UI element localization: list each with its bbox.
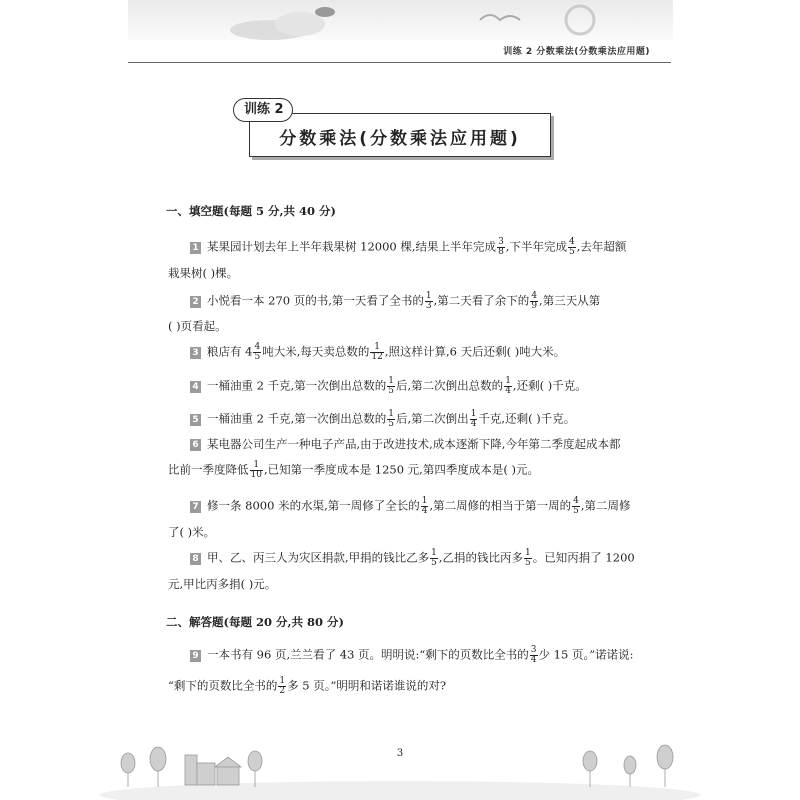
question-number: 8 (190, 553, 201, 565)
question-text: 后,第二次倒出总数的 (396, 378, 504, 393)
question-number: 4 (190, 381, 201, 393)
question-text: 小悦看一本 270 页的书,第一天看了全书的 (207, 293, 424, 308)
fraction: $\frac{1}{2}$ (279, 676, 286, 696)
question-7 (168, 497, 631, 516)
question-text: 少 15 页。”诺诺说: (538, 647, 634, 662)
question-text: ,乙捐的钱比丙多 (438, 550, 524, 565)
question-9 (168, 646, 633, 665)
title-box (249, 113, 551, 157)
fraction: $\frac{1}{12}$ (371, 342, 383, 362)
question-9-line-2 (168, 677, 446, 696)
fraction: $\frac{1}{4}$ (505, 376, 511, 396)
question-text: 修一条 8000 米的水渠,第一周修了全长的 (207, 498, 420, 513)
question-text: 一桶油重 2 千克,第一次倒出总数的 (207, 378, 387, 393)
question-text: ,第二周修 (580, 498, 631, 513)
question-text: 粮店有 4 (207, 344, 253, 359)
section-title-solve: 二、解答题(每题 20 分,共 80 分) (166, 615, 344, 629)
question-text: 某电器公司生产一种电子产品,由于改进技术,成本逐渐下降,今年第二季度起成本都 (207, 437, 621, 451)
fraction: $\frac{4}{5}$ (573, 496, 579, 516)
question-5 (168, 410, 575, 429)
question-text: 甲、乙、丙三人为灾区捐款,甲捐的钱比乙多 (207, 550, 430, 565)
question-text: 一桶油重 2 千克,第一次倒出总数的 (207, 411, 387, 426)
fraction: $\frac{4}{9}$ (531, 291, 538, 311)
question-number: 9 (190, 650, 201, 662)
question-text: 多 5 页。”明明和诺诺谁说的对? (287, 678, 447, 693)
fraction: $\frac{4}{5}$ (568, 237, 575, 257)
fraction: $\frac{1}{10}$ (250, 460, 262, 480)
fraction: $\frac{1}{3}$ (425, 291, 432, 311)
question-text: ,第二周修的相当于第一周的 (429, 498, 572, 513)
question-text: ,已知第一季度成本是 1250 元,第四季度成本是( )元。 (263, 462, 539, 477)
question-1 (168, 238, 626, 257)
question-6-line-2 (168, 461, 539, 480)
section-title-fill-in: 一、填空题(每题 5 分,共 40 分) (166, 204, 336, 218)
question-2 (168, 292, 600, 311)
question-text: ,第三天从第 (539, 293, 601, 308)
question-text: ,去年超额 (576, 239, 627, 254)
header-rule (128, 62, 671, 63)
question-3 (168, 343, 565, 362)
question-text: ,照这样计算,6 天后还剩( )吨大米。 (384, 344, 566, 359)
fraction: $\frac{3}{8}$ (498, 237, 504, 257)
question-text: 后,第二次倒出 (396, 411, 469, 426)
question-text: ,第二天看了余下的 (433, 293, 530, 308)
page-number: 3 (396, 748, 404, 759)
fraction: $\frac{1}{4}$ (421, 496, 428, 516)
fraction: $\frac{1}{4}$ (470, 409, 477, 429)
question-text: “剩下的页数比全书的 (168, 678, 278, 693)
fraction: $\frac{1}{5}$ (431, 548, 437, 568)
question-1-line-2: 栽果树( )棵。 (168, 266, 239, 280)
fraction: $\frac{1}{5}$ (525, 548, 531, 568)
question-7-line-2: 了( )米。 (168, 525, 216, 539)
question-number: 5 (190, 414, 201, 426)
question-text: ,下半年完成 (505, 239, 567, 254)
fraction: $\frac{3}{4}$ (530, 645, 537, 665)
question-text: 一本书有 96 页,兰兰看了 43 页。明明说:“剩下的页数比全书的 (207, 647, 529, 662)
question-2-line-2: ( )页看起。 (168, 319, 227, 333)
question-text: 。已知丙捐了 1200 (532, 550, 635, 565)
question-number: 6 (190, 439, 201, 451)
question-number: 3 (190, 347, 201, 359)
fraction: $\frac{1}{5}$ (388, 376, 395, 396)
question-text: 比前一季度降低 (168, 462, 249, 477)
landscape-illustration (100, 735, 700, 800)
question-number: 7 (190, 501, 201, 513)
question-number: 2 (190, 296, 201, 308)
fraction: $\frac{1}{5}$ (388, 409, 395, 429)
question-text: 吨大米,每天卖总数的 (262, 344, 370, 359)
question-8 (168, 549, 635, 568)
question-6 (168, 437, 620, 451)
question-text: 某果园计划去年上半年栽果树 12000 棵,结果上半年完成 (207, 239, 497, 254)
question-4 (168, 377, 587, 396)
running-header: 训练 2 分数乘法(分数乘法应用题) (503, 47, 650, 57)
question-text: ,还剩( )千克。 (512, 378, 587, 393)
clouds-illustration (200, 0, 600, 50)
question-number: 1 (190, 242, 201, 254)
fraction: $\frac{4}{5}$ (254, 342, 261, 362)
question-text: 千克,还剩( )千克。 (478, 411, 576, 426)
title-tag: 训练 2 (233, 98, 293, 122)
question-8-line-2: 元,甲比丙多捐( )元。 (168, 577, 277, 591)
page-title: 分数乘法(分数乘法应用题) (279, 129, 521, 149)
